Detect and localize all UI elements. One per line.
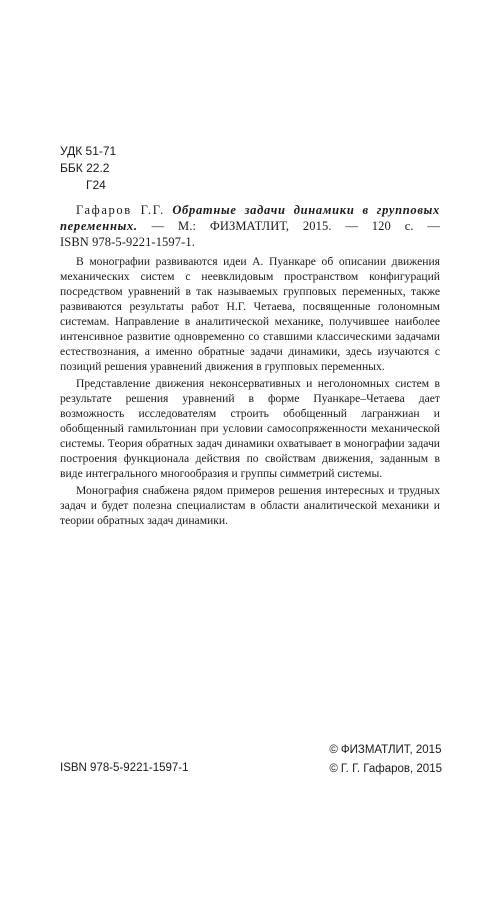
annotation-text: [60, 254, 440, 530]
bibliographic-citation: [60, 202, 440, 250]
copyright-author-text: Г. Г. Гафаров, 2015: [340, 763, 442, 775]
classification-block: [60, 143, 116, 194]
citation-isbn: ISBN 978-5-9221-1597-1.: [60, 235, 195, 249]
copyright-publisher: [329, 741, 442, 760]
citation-author: Гафаров Г.Г.: [76, 203, 165, 217]
copyright-author: [329, 760, 442, 779]
annotation-paragraph: В монографии развиваются идеи А. Пуанкаре об описании движения механических систем с неевклидовым пространством конфигураций посредством уравнений в так называемых групповых переменных, также развиваются результаты работ Н.Г. Четаева, посвященные голономным системам. Направление в аналитической механике, получившее наиболее интенсивное развитие одновременно со ставшими классическими задачами естествознания, а именно обратные задачи динамики, здесь изучаются с позиций решения уравнений движения в групповых переменных.: [60, 255, 440, 373]
annotation-paragraph: Монография снабжена рядом примеров решения интересных и трудных задач и будет полезна специалистам в области аналитической механики и теории обратных задач динамики.: [60, 484, 440, 527]
copyright-icon: ©: [329, 763, 338, 775]
copyright-block: [329, 741, 442, 779]
bbk-code: ББК 22.2: [60, 161, 110, 175]
author-mark: Г24: [86, 178, 106, 192]
copyright-publisher-text: ФИЗМАТЛИТ, 2015: [340, 744, 442, 756]
annotation-paragraph: Представление движения неконсервативных и неголономных систем в результате решения уравнений в форме Пуанкаре–Четаева дает возможность исследователям строить обобщенный лагранжиан и обобщенный гамильтониан при условии самосопряженности механической системы. Теория обратных задач динамики охватывает в монографии задачи построения функционала действия по свойствам движения, заданным в виде интегрального многообразия и группы симметрий системы.: [60, 377, 440, 480]
citation-imprint: — М.: ФИЗМАТЛИТ, 2015. — 120 с. —: [151, 219, 441, 233]
citation-title: Обратные задачи динамики в групповых переменных.: [60, 203, 440, 233]
udk-code: УДК 51-71: [60, 144, 117, 158]
isbn-footer: ISBN 978-5-9221-1597-1: [60, 762, 189, 774]
copyright-icon: ©: [329, 744, 338, 756]
